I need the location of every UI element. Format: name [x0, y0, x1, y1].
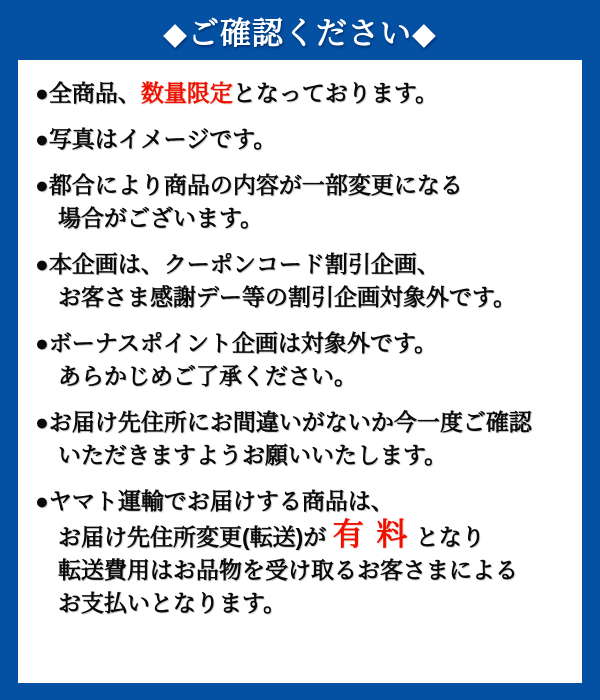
notice-item — [35, 77, 570, 110]
notice-text: ●写真はイメージです。 — [35, 126, 277, 152]
notice-line — [35, 248, 570, 281]
notice-header — [0, 0, 600, 60]
notice-text: お客さま感謝デー等の割引企画対象外です。 — [58, 284, 517, 310]
highlight-text: 有 料 — [332, 517, 410, 552]
notice-text: お届け先住所変更(転送)が — [58, 524, 333, 550]
notice-text: ●ヤマト運輸でお届けする商品は、 — [35, 488, 394, 514]
notice-line-continuation — [35, 202, 570, 235]
notice-text: あらかじめご了承ください。 — [58, 363, 357, 389]
notice-text: ●お届け先住所にお間違いがないか今一度ご確認 — [35, 409, 532, 435]
notice-line — [35, 169, 570, 202]
notice-text: となり — [409, 524, 485, 550]
notice-text: ●本企画は、クーポンコード割引企画、 — [35, 251, 440, 277]
notice-line-continuation — [35, 518, 570, 554]
notice-line — [35, 485, 570, 518]
notice-text: ●全商品、 — [35, 80, 141, 106]
notice-text: となっております。 — [232, 80, 439, 106]
notice-line — [35, 327, 570, 360]
notice-line-continuation — [35, 439, 570, 472]
notice-line-continuation — [35, 360, 570, 393]
notice-item — [35, 123, 570, 156]
notice-box — [18, 60, 582, 683]
notice-line-continuation — [35, 554, 570, 587]
notice-item — [35, 327, 570, 393]
notice-text: お支払いとなります。 — [58, 590, 287, 616]
notice-item — [35, 169, 570, 235]
notice-text: ●ボーナスポイント企画は対象外です。 — [35, 330, 438, 356]
notice-line-continuation — [35, 281, 570, 314]
notice-text: 転送費用はお品物を受け取るお客さまによる — [58, 557, 518, 583]
notice-line — [35, 406, 570, 439]
notice-item — [35, 406, 570, 472]
notice-line — [35, 77, 570, 110]
notice-item — [35, 485, 570, 620]
notice-item — [35, 248, 570, 314]
notice-text: 場合がございます。 — [58, 205, 264, 231]
notice-list — [35, 77, 570, 620]
notice-text: ●都合により商品の内容が一部変更になる — [35, 172, 463, 198]
notice-text: いただきますようお願いいたします。 — [58, 442, 448, 468]
notice-line-continuation — [35, 587, 570, 620]
page-title: ◆ご確認ください◆ — [163, 15, 437, 51]
notice-line — [35, 123, 570, 156]
highlight-text: 数量限定 — [140, 80, 233, 106]
